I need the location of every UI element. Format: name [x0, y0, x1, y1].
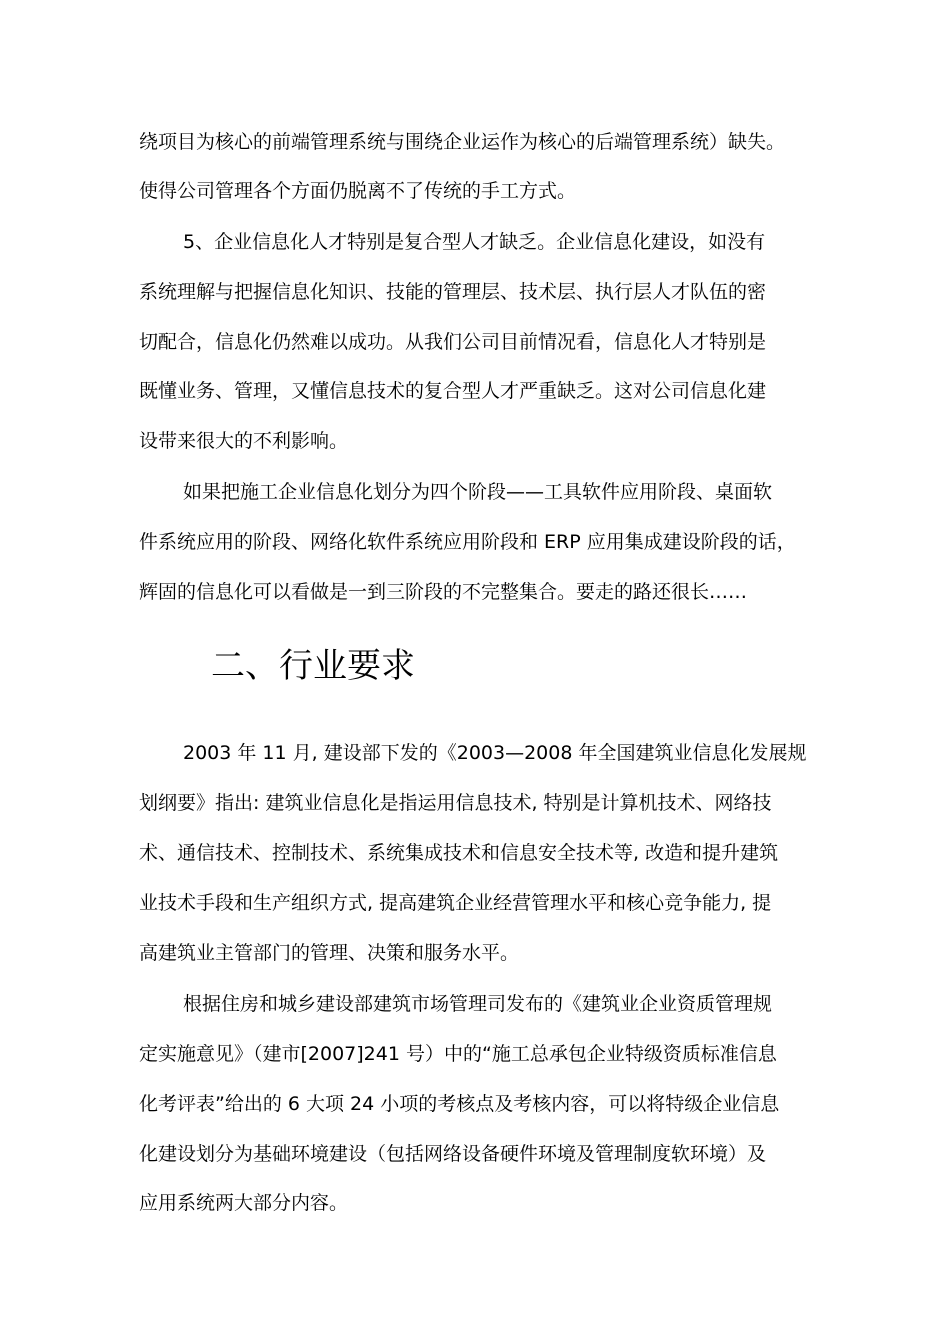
paragraph-line: 使得公司管理各个方面仍脱离不了传统的手工方式。: [139, 180, 577, 202]
paragraph-line: 化考评表”给出的 6 大项 24 小项的考核点及考核内容，可以将特级企业信息: [139, 1093, 780, 1115]
paragraph-line: 件系统应用的阶段、网络化软件系统应用阶段和 ERP 应用集成建设阶段的话，: [139, 531, 796, 553]
paragraph-line: 切配合，信息化仍然难以成功。从我们公司目前情况看，信息化人才特别是: [139, 331, 767, 353]
paragraph-line: 应用系统两大部分内容。: [139, 1192, 349, 1214]
paragraph-line: 划纲要》指出: 建筑业信息化是指运用信息技术, 特别是计算机技术、网络技: [139, 792, 772, 814]
paragraph-line: 化建设划分为基础环境建设（包括网络设备硬件环境及管理制度软环境）及: [139, 1143, 767, 1165]
paragraph-line: 辉固的信息化可以看做是一到三阶段的不完整集合。要走的路还很长……: [139, 581, 748, 603]
paragraph-line: 绕项目为核心的前端管理系统与围绕企业运作为核心的后端管理系统）缺失。: [139, 131, 786, 153]
paragraph-line: 术、通信技术、控制技术、系统集成技术和信息安全技术等, 改造和提升建筑: [139, 842, 779, 864]
paragraph-line: 业技术手段和生产组织方式, 提高建筑企业经营管理水平和核心竞争能力, 提: [139, 892, 772, 914]
section-heading: 二、行业要求: [211, 646, 415, 686]
paragraph-line: 既懂业务、管理，又懂信息技术的复合型人才严重缺乏。这对公司信息化建: [139, 380, 767, 402]
paragraph-line: 定实施意见》（建市[2007]241 号）中的“施工总承包企业特级资质标准信息: [139, 1043, 777, 1065]
paragraph-line: 如果把施工企业信息化划分为四个阶段——工具软件应用阶段、桌面软: [183, 481, 773, 503]
paragraph-line: 2003 年 11 月, 建设部下发的《2003—2008 年全国建筑业信息化发展规: [183, 742, 807, 764]
paragraph-line: 根据住房和城乡建设部建筑市场管理司发布的《建筑业企业资质管理规: [183, 993, 773, 1015]
paragraph-line: 系统理解与把握信息化知识、技能的管理层、技术层、执行层人才队伍的密: [139, 281, 767, 303]
paragraph-line: 5、企业信息化人才特别是复合型人才缺乏。企业信息化建设，如没有: [183, 231, 766, 253]
paragraph-line: 设带来很大的不利影响。: [139, 430, 349, 452]
paragraph-line: 高建筑业主管部门的管理、决策和服务水平。: [139, 942, 520, 964]
